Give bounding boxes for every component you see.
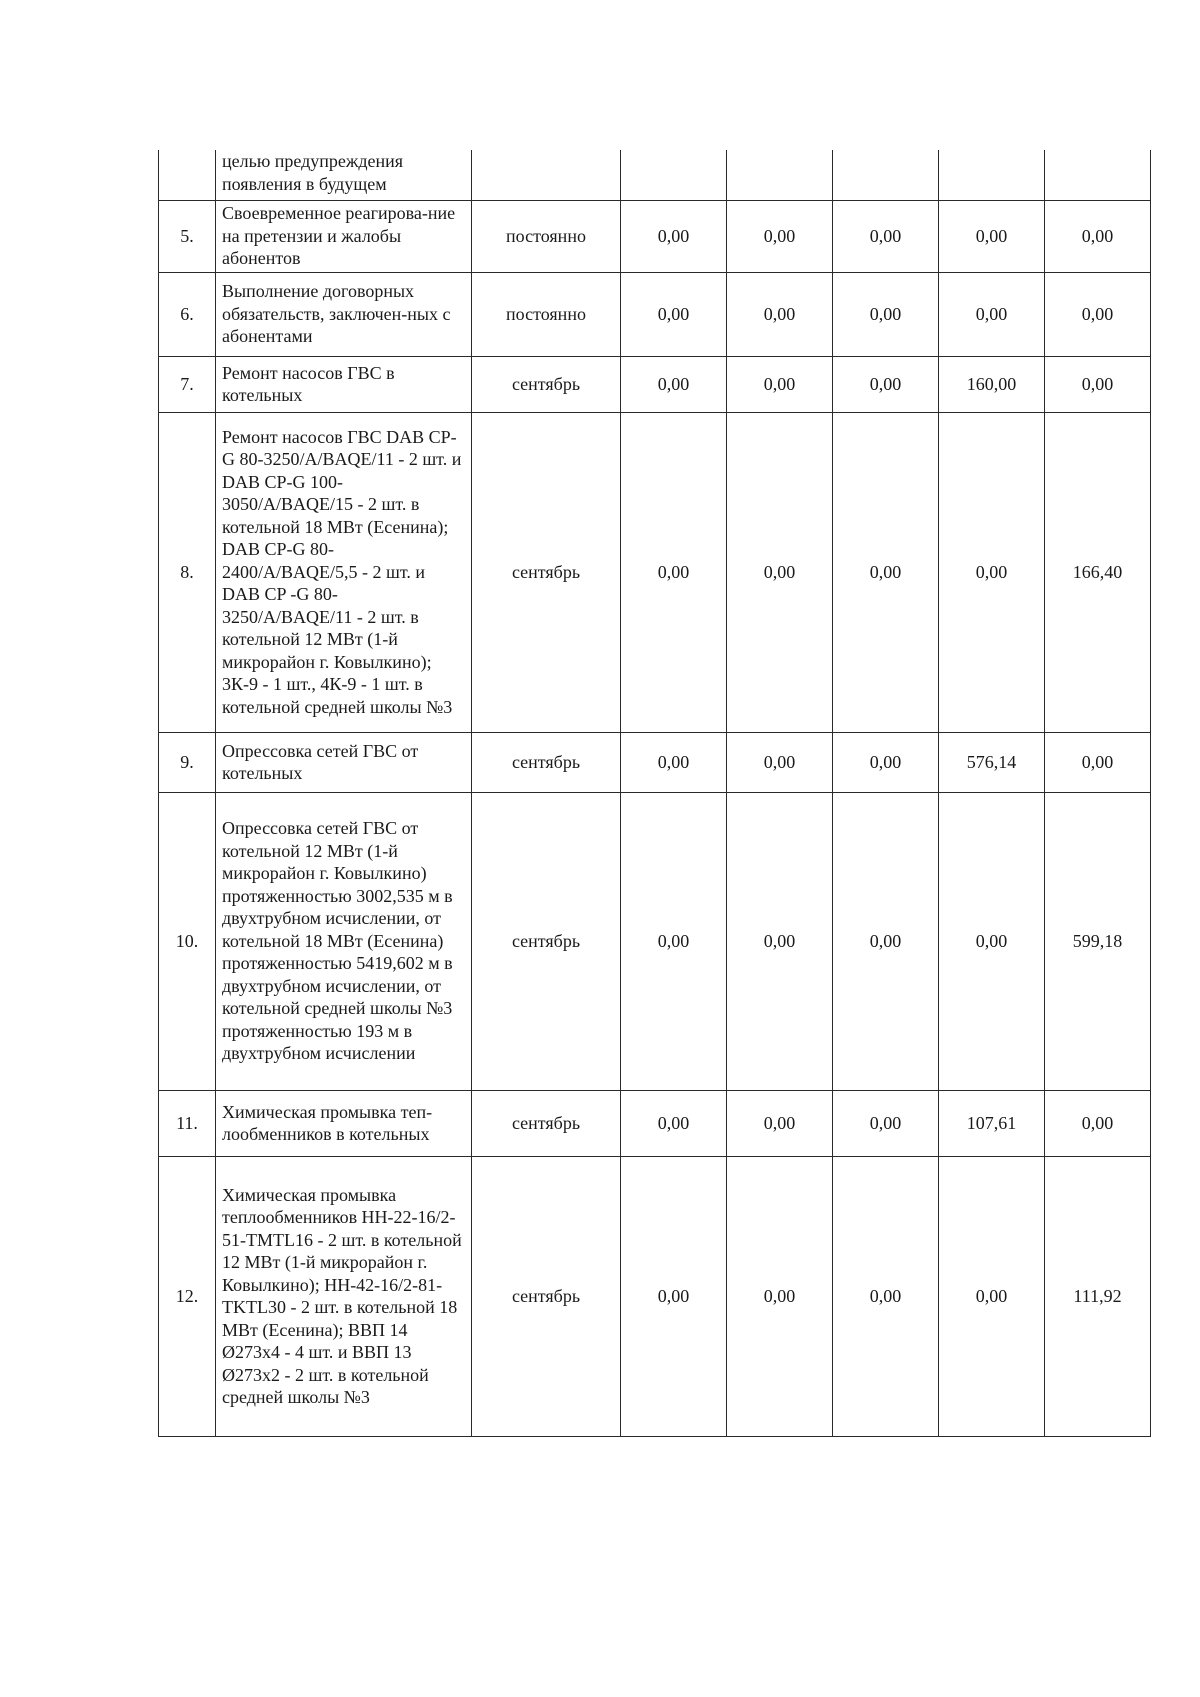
amount-cell: 107,61 — [939, 1090, 1045, 1156]
amount-cell: 0,00 — [833, 356, 939, 412]
row-number: 6. — [159, 272, 216, 356]
amount-cell: 0,00 — [727, 272, 833, 356]
execution-period: сентябрь — [472, 1090, 621, 1156]
amount-cell: 0,00 — [833, 1090, 939, 1156]
amount-cell: 0,00 — [939, 1156, 1045, 1436]
amount-cell: 0,00 — [727, 1156, 833, 1436]
table-row — [159, 1156, 1151, 1436]
measures-table — [158, 150, 1151, 1437]
row-number: 10. — [159, 792, 216, 1090]
amount-cell: 576,14 — [939, 732, 1045, 792]
measure-description: Ремонт насосов ГВС в котельных — [216, 356, 472, 412]
amount-cell: 0,00 — [939, 412, 1045, 732]
execution-period — [472, 150, 621, 200]
row-number: 11. — [159, 1090, 216, 1156]
amount-cell: 0,00 — [833, 200, 939, 272]
amount-cell: 0,00 — [1045, 272, 1151, 356]
table-row — [159, 150, 1151, 200]
row-number: 12. — [159, 1156, 216, 1436]
amount-cell: 599,18 — [1045, 792, 1151, 1090]
amount-cell: 0,00 — [621, 1156, 727, 1436]
execution-period: сентябрь — [472, 792, 621, 1090]
amount-cell: 0,00 — [727, 200, 833, 272]
amount-cell: 0,00 — [727, 732, 833, 792]
table-row — [159, 356, 1151, 412]
amount-cell: 0,00 — [621, 412, 727, 732]
table-row — [159, 732, 1151, 792]
amount-cell — [621, 150, 727, 200]
row-number: 8. — [159, 412, 216, 732]
measure-description: Выполнение договорных обязательств, заключен-ных с абонентами — [216, 272, 472, 356]
amount-cell: 0,00 — [939, 200, 1045, 272]
amount-cell: 111,92 — [1045, 1156, 1151, 1436]
amount-cell — [727, 150, 833, 200]
execution-period: сентябрь — [472, 1156, 621, 1436]
row-number — [159, 150, 216, 200]
amount-cell: 0,00 — [1045, 200, 1151, 272]
amount-cell: 0,00 — [621, 1090, 727, 1156]
amount-cell: 0,00 — [833, 792, 939, 1090]
measure-description: Опрессовка сетей ГВС от котельной 12 МВт (1-й микрорайон г. Ковылкино) протяженностью 3002,535 м в двухтрубном исчислении, от котельной 18 МВт (Есенина) протяженностью 5419,602 м в двухтрубном исчислении, от котельной средней школы №3 протяженностью 193 м в двухтрубном исчислении — [216, 792, 472, 1090]
execution-period: сентябрь — [472, 356, 621, 412]
row-number: 7. — [159, 356, 216, 412]
execution-period: сентябрь — [472, 412, 621, 732]
table-row — [159, 272, 1151, 356]
amount-cell: 0,00 — [621, 792, 727, 1090]
amount-cell — [833, 150, 939, 200]
amount-cell: 0,00 — [727, 1090, 833, 1156]
amount-cell — [939, 150, 1045, 200]
table-row — [159, 200, 1151, 272]
execution-period: постоянно — [472, 200, 621, 272]
table-row — [159, 1090, 1151, 1156]
table-body — [159, 150, 1151, 1436]
amount-cell: 0,00 — [621, 200, 727, 272]
amount-cell: 0,00 — [833, 1156, 939, 1436]
measure-description: Ремонт насосов ГВС DAB CP-G 80-3250/A/BAQE/11 - 2 шт. и DAB CP-G 100-3050/A/BAQE/15 - 2 шт. в котельной 18 МВт (Есенина); DAB CP-G 80-2400/A/BAQE/5,5 - 2 шт. и DAB CP -G 80-3250/A/BAQE/11 - 2 шт. в котельной 12 МВт (1-й микрорайон г. Ковылкино); 3К-9 - 1 шт., 4К-9 - 1 шт. в котельной средней школы №3 — [216, 412, 472, 732]
amount-cell: 0,00 — [833, 412, 939, 732]
row-number: 9. — [159, 732, 216, 792]
amount-cell: 0,00 — [833, 732, 939, 792]
amount-cell: 160,00 — [939, 356, 1045, 412]
measure-description: Своевременное реагирова-ние на претензии и жалобы абонентов — [216, 200, 472, 272]
amount-cell: 0,00 — [727, 412, 833, 732]
amount-cell: 0,00 — [1045, 732, 1151, 792]
amount-cell: 0,00 — [1045, 356, 1151, 412]
measure-description: Химическая промывка теплообменников НН-22-16/2-51-TMTL16 - 2 шт. в котельной 12 МВт (1-й микрорайон г. Ковылкино); НН-42-16/2-81-TKTL30 - 2 шт. в котельной 18 МВт (Есенина); ВВП 14 Ø273х4 - 4 шт. и ВВП 13 Ø273х2 - 2 шт. в котельной средней школы №3 — [216, 1156, 472, 1436]
table-row — [159, 412, 1151, 732]
table-row — [159, 792, 1151, 1090]
execution-period: сентябрь — [472, 732, 621, 792]
amount-cell: 0,00 — [939, 272, 1045, 356]
amount-cell: 0,00 — [939, 792, 1045, 1090]
amount-cell — [1045, 150, 1151, 200]
amount-cell: 0,00 — [621, 272, 727, 356]
row-number: 5. — [159, 200, 216, 272]
measure-description: Опрессовка сетей ГВС от котельных — [216, 732, 472, 792]
amount-cell: 0,00 — [621, 732, 727, 792]
amount-cell: 0,00 — [727, 356, 833, 412]
amount-cell: 0,00 — [621, 356, 727, 412]
measure-description: Химическая промывка теп-лообменников в котельных — [216, 1090, 472, 1156]
amount-cell: 0,00 — [833, 272, 939, 356]
amount-cell: 0,00 — [1045, 1090, 1151, 1156]
execution-period: постоянно — [472, 272, 621, 356]
measure-description: целью предупреждения появления в будущем — [216, 150, 472, 200]
amount-cell: 0,00 — [727, 792, 833, 1090]
amount-cell: 166,40 — [1045, 412, 1151, 732]
